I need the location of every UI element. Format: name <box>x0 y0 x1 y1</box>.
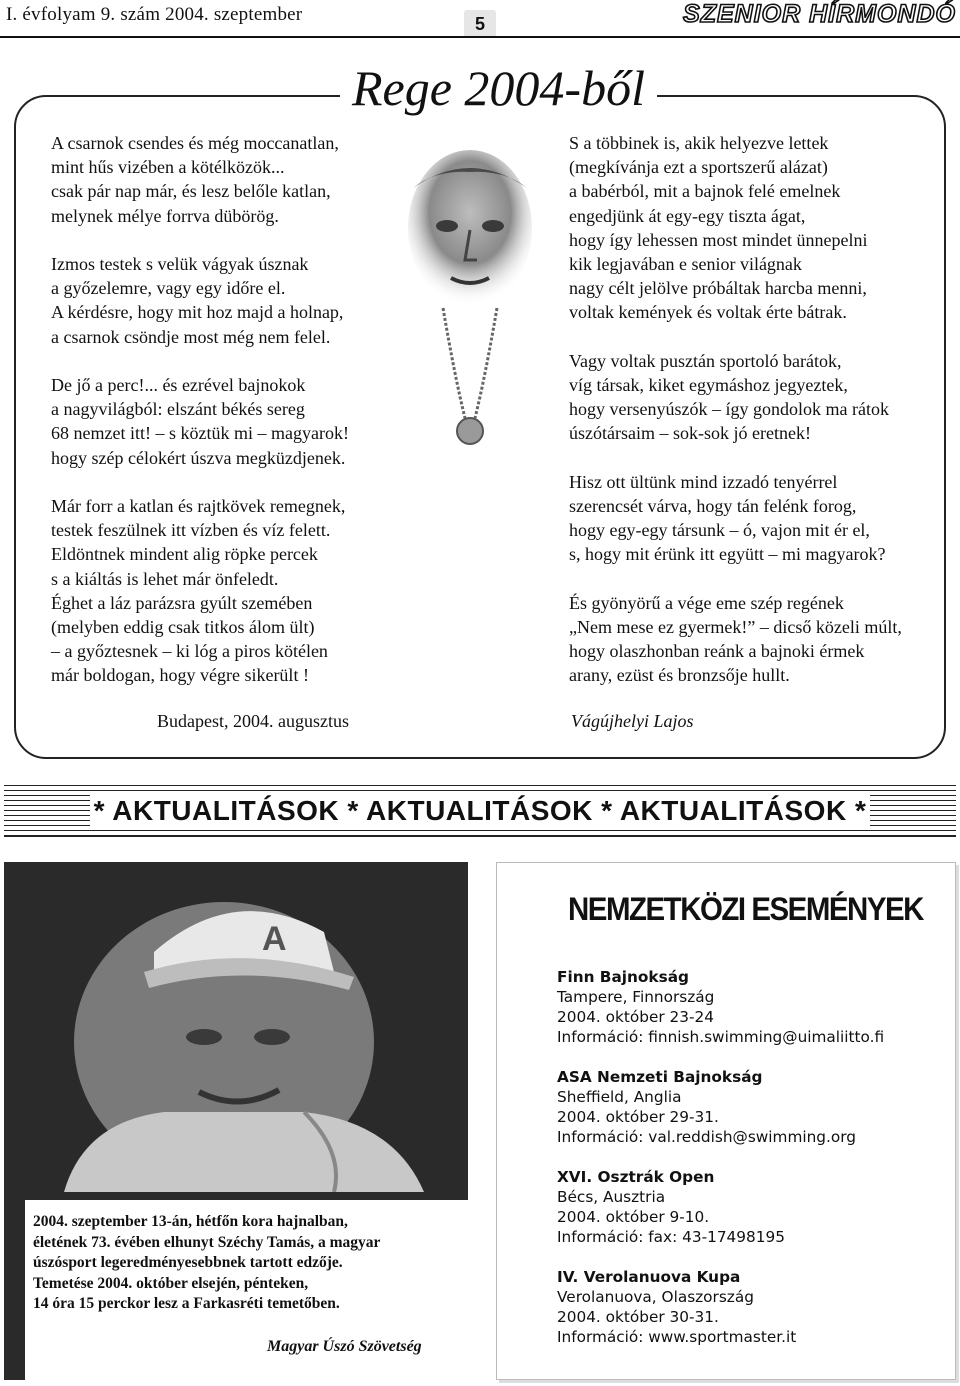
poem-line: csak pár nap már, és lesz belőle katlan, <box>51 181 331 202</box>
banner-text: * AKTUALITÁSOK * AKTUALITÁSOK * AKTUALITÁSOK * <box>90 795 871 826</box>
stanza <box>569 470 902 567</box>
events-list <box>557 967 884 1367</box>
poem-line: s, hogy mit érünk itt együtt – mi magyarok? <box>569 544 886 565</box>
poem-line: a babérból, mit a bajnok felé emelnek <box>569 181 841 202</box>
poem-line: És gyönyörű a vége eme szép regének <box>569 592 844 613</box>
poem-place-date: Budapest, 2004. augusztus <box>157 711 349 731</box>
poem-line: melynek mélye forrva dübörög. <box>51 205 279 226</box>
event-name: ASA Nemzeti Bajnokság <box>557 1068 763 1086</box>
event-name: XVI. Osztrák Open <box>557 1168 715 1186</box>
poem-line: De jő a perc!... és ezrével bajnokok <box>51 375 306 395</box>
header-rule <box>0 36 960 38</box>
poem-line: 68 nemzet itt! – s köztük mi – magyarok! <box>51 423 349 444</box>
poem-line: úszótársaim – sok-sok jó eretnek! <box>569 423 811 444</box>
section-banner <box>4 785 956 837</box>
masthead-logo: SZENIOR HÍRMONDÓ <box>683 0 956 28</box>
event-date: 2004. október 23-24 <box>557 1008 714 1026</box>
event-info: Információ: val.reddish@swimming.org <box>557 1128 856 1146</box>
events-title: NEMZETKÖZI ESEMÉNYEK <box>568 891 923 927</box>
poem-line: voltak kemények és voltak érte bátrak. <box>569 302 847 323</box>
obituary-line: úszósport legeredményesebbnek tartott edzője. <box>33 1254 343 1271</box>
issue-info: I. évfolyam 9. szám 2004. szeptember <box>6 4 303 25</box>
event-info: Információ: www.sportmaster.it <box>557 1328 797 1346</box>
poem-line: Izmos testek s velük vágyak úsznak <box>51 254 309 274</box>
poem-line: Már forr a katlan és rajtkövek remegnek, <box>51 496 346 516</box>
event-name: IV. Verolanuova Kupa <box>557 1268 741 1286</box>
poem-line: víg társak, kiket egymáshoz jegyeztek, <box>569 375 848 396</box>
poem-line: A kérdésre, hogy mit hoz majd a holnap, <box>51 302 344 323</box>
stanza <box>569 591 902 688</box>
event-item <box>557 967 884 1047</box>
poem-line: A csarnok csendes és még moccanatlan, <box>51 133 339 153</box>
obituary-line: Temetése 2004. október elsején, pénteken, <box>33 1274 309 1292</box>
obituary-panel <box>25 1200 468 1380</box>
obituary-line: 2004. szeptember 13-án, hétfőn kora hajnalban, <box>33 1213 348 1230</box>
poem-line: mint hűs vizében a kötélközök... <box>51 157 285 178</box>
stanza <box>51 373 349 470</box>
poem-line: (melyben eddig csak titkos álom ült) <box>51 617 315 638</box>
poem-line: kik legjavában e senior világnak <box>569 254 802 275</box>
stanza <box>569 349 902 446</box>
poem-line: a csarnok csöndje most még nem felel. <box>51 326 331 347</box>
poem-line: Éghet a láz parázsra gyúlt szemében <box>51 592 313 613</box>
obituary-text <box>33 1212 463 1315</box>
event-item <box>557 1267 884 1347</box>
poem-line: szerencsét várva, hogy tán felénk forog, <box>569 496 857 517</box>
event-place: Verolanuova, Olaszország <box>557 1288 754 1306</box>
poem-line: Vagy voltak pusztán sportoló barátok, <box>569 350 842 371</box>
event-item <box>557 1067 884 1147</box>
poem-line: S a többinek is, akik helyezve lettek <box>569 133 829 153</box>
poem-line: nagy célt jelölve próbáltak harcba menni, <box>569 278 867 299</box>
poem-line: hogy versenyúszók – így gondolok ma rátok <box>569 399 889 420</box>
event-place: Bécs, Ausztria <box>557 1188 666 1206</box>
event-place: Sheffield, Anglia <box>557 1088 682 1106</box>
poem-line: testek feszülnek itt vízben és víz felett. <box>51 520 331 541</box>
poem-line: – a győztesnek – ki lóg a piros kötélen <box>51 641 328 662</box>
event-info: Információ: fax: 43-17498195 <box>557 1228 785 1246</box>
poem-line: a nagyvilágból: elszánt békés sereg <box>51 399 305 420</box>
event-date: 2004. október 29-31. <box>557 1108 719 1126</box>
event-place: Tampere, Finnország <box>557 988 715 1006</box>
poem-line: már boldogan, hogy végre sikerült ! <box>51 665 309 686</box>
stanza <box>569 131 902 325</box>
event-item <box>557 1167 884 1247</box>
obituary-line: életének 73. évében elhunyt Széchy Tamás, a magyar <box>33 1233 381 1251</box>
poem-line: hogy szép célokért úszva megküzdjenek. <box>51 447 346 468</box>
event-date: 2004. október 30-31. <box>557 1308 719 1326</box>
stanza <box>51 131 349 228</box>
obituary-photo <box>4 862 468 1192</box>
obituary-line: 14 óra 15 perckor lesz a Farkasréti temetőben. <box>33 1295 340 1312</box>
poem-line: hogy egy-egy társunk – ó, vajon mit ér el, <box>569 520 870 541</box>
event-date: 2004. október 9-10. <box>557 1208 710 1226</box>
poem-line: „Nem mese ez gyermek!” – dicső közeli múlt, <box>569 617 902 638</box>
stanza <box>51 252 349 349</box>
stanza <box>51 494 349 688</box>
poem-line: Hisz ott ültünk mind izzadó tenyérrel <box>569 471 838 492</box>
obituary-block <box>4 862 468 1380</box>
page-number: 5 <box>464 10 496 38</box>
events-box <box>496 862 956 1380</box>
poem-line: hogy így lehessen most mindet ünnepelni <box>569 229 868 250</box>
poem-line: s a kiáltás is lehet már önfeledt. <box>51 568 279 589</box>
poem-title: Rege 2004-ből <box>340 56 657 120</box>
event-info: Információ: finnish.swimming@uimaliitto.fi <box>557 1028 885 1046</box>
event-name: Finn Bajnokság <box>557 968 689 986</box>
svg-text:A: A <box>262 920 287 958</box>
poem-right-column <box>569 131 902 712</box>
obituary-signature: Magyar Úszó Szövetség <box>267 1338 422 1355</box>
poem-line: (megkívánja ezt a sportszerű alázat) <box>569 157 828 178</box>
poem-line: arany, ezüst és bronzsője hullt. <box>569 665 790 686</box>
poet-portrait <box>385 148 555 448</box>
poem-left-column <box>51 131 349 712</box>
poem-line: Eldöntnek mindent alig röpke percek <box>51 544 318 565</box>
poem-line: hogy olaszhonban reánk a bajnoki érmek <box>569 641 865 662</box>
poem-line: a győzelemre, vagy egy időre el. <box>51 278 286 299</box>
poem-line: engedjünk át egy-egy tiszta ágat, <box>569 205 806 226</box>
poem-author: Vágújhelyi Lajos <box>571 711 694 731</box>
